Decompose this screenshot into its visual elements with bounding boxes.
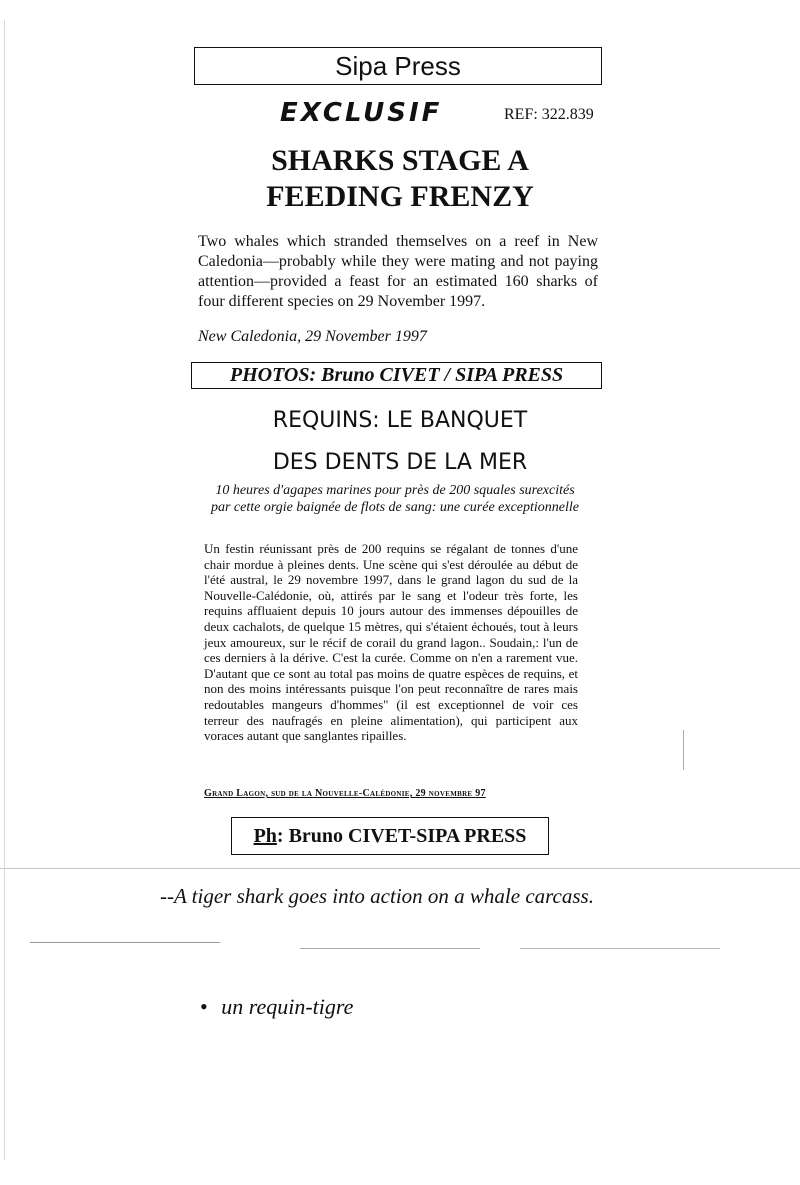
french-caption	[200, 994, 353, 1020]
bullet-icon: •	[200, 994, 208, 1019]
scan-line	[30, 942, 220, 943]
photos-credit-box	[191, 362, 602, 389]
french-body-text: Un festin réunissant près de 200 requins se régalant de tonnes d'une chair mordue à pleines dents. Une scène qui s'est déroulée au début de l'été austral, le 29 novembre 1997, dans le grand lagon du sud de la Nouvelle-Calédonie, où, attirés par le sang et l'odeur très forte, les requins affluaient depuis 10 jours autour des immenses dépouilles de deux cachalots, de quelque 15 mètres, qui s'étaient échoués, tout à leurs jeux amoureux, sur le récif de corail du grand lagon.. Soudain,: l'un de ces derniers à la dérive. C'est la curée. Comme on n'en a rarement vue. D'autant que ce sont au total pas moins de quatre espèces de requins, et non des moins intéressants puisque l'on peut reconnaître de rares mais redoutables mangeurs d'hommes" (il est exceptionnel de voir ces terreur des naufragés en pleine alimentation), qui participent aux voraces autant que sanglantes ripailles.	[204, 541, 578, 744]
headline	[200, 143, 600, 215]
french-title-line-1: REQUINS: LE BANQUET	[272, 408, 528, 433]
french-title-line-2: DES DENTS DE LA MER	[272, 450, 528, 475]
agency-header-box	[194, 47, 602, 85]
french-caption-text: un requin-tigre	[221, 994, 354, 1019]
agency-name: Sipa Press	[335, 50, 461, 81]
dateline: New Caledonia, 29 November 1997	[198, 328, 427, 345]
english-caption: --A tiger shark goes into action on a whale carcass.	[160, 884, 594, 908]
scan-line	[520, 948, 720, 949]
headline-line-2: FEEDING FRENZY	[266, 180, 534, 213]
french-subtitle: 10 heures d'agapes marines pour près de 200 squales surexcités par cette orgie baignée de flots de sang: une curée exceptionnelle	[210, 483, 580, 515]
photos-credit: PHOTOS: Bruno CIVET / SIPA PRESS	[229, 364, 564, 386]
french-title	[200, 400, 600, 484]
exclusive-label: EXCLUSIF	[280, 98, 443, 128]
scan-line	[300, 948, 480, 949]
photo-credit-prefix: Ph	[253, 824, 277, 847]
french-location-line: Grand Lagon, sud de la Nouvelle-Calédonie, 29 novembre 97	[204, 788, 486, 799]
scan-edge	[4, 20, 5, 1160]
photo-credit-name: : Bruno CIVET-SIPA PRESS	[276, 824, 527, 847]
reference-number: REF: 322.839	[504, 106, 594, 123]
lead-paragraph: Two whales which stranded themselves on a reef in New Caledonia—probably while they were mating and not paying attention—provided a feast for an estimated 160 sharks of four different species on 29 November 1997.	[198, 233, 598, 310]
scan-line	[683, 730, 684, 770]
headline-line-1: SHARKS STAGE A	[271, 144, 529, 177]
scan-line	[0, 868, 800, 869]
photo-credit-box	[231, 817, 549, 855]
